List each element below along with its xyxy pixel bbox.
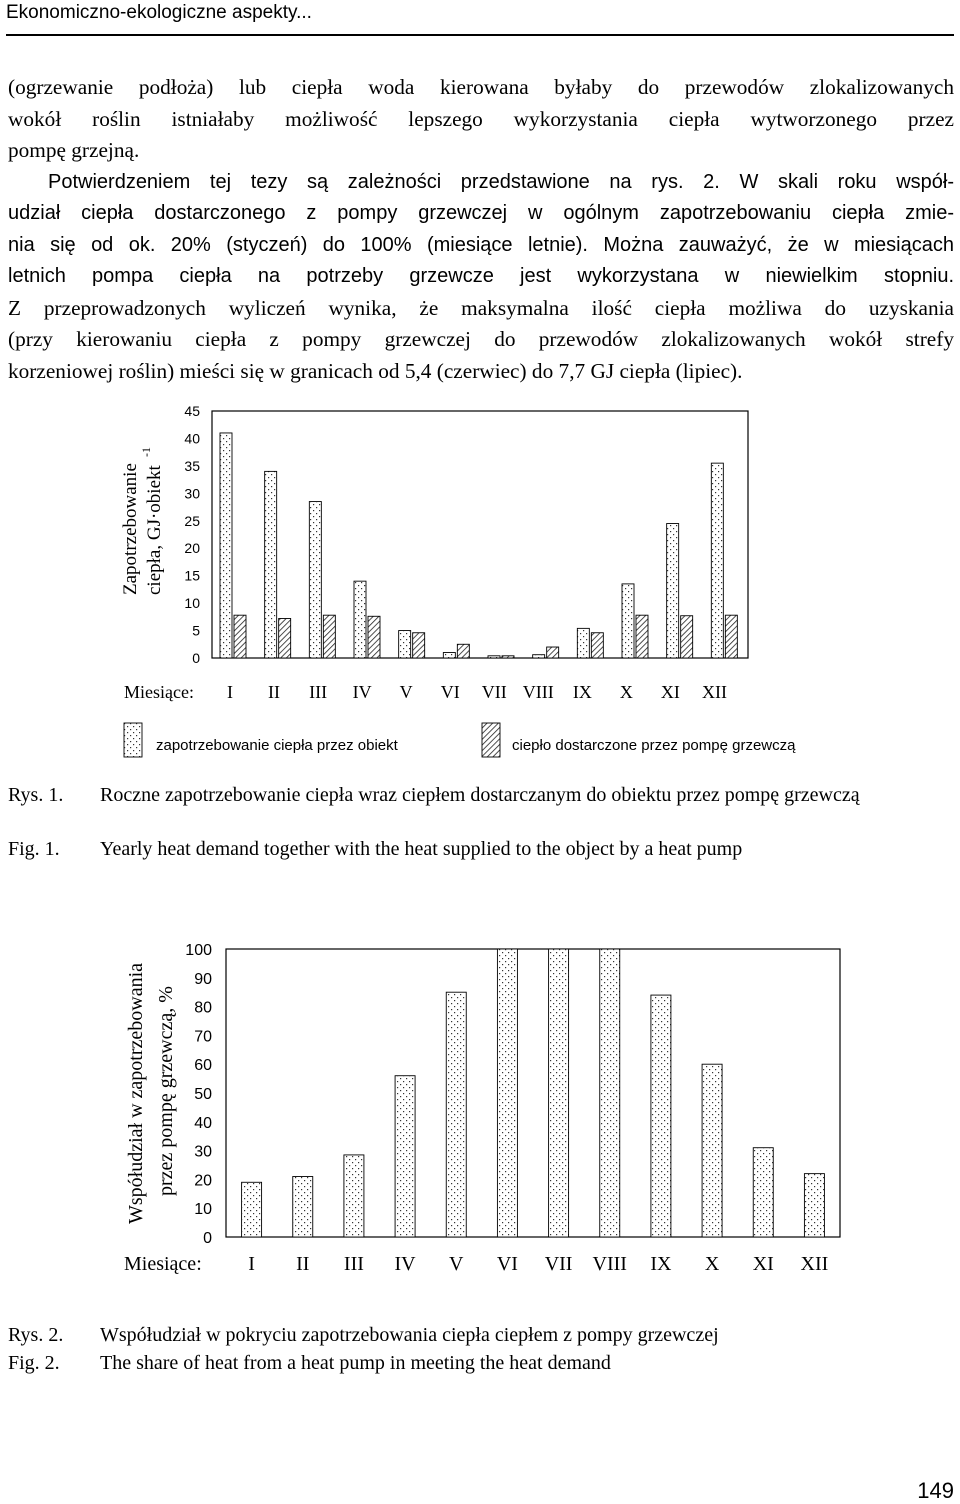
bar-pump-IX xyxy=(591,633,603,658)
y-tick-label: 45 xyxy=(184,403,200,419)
x-tick-label: V xyxy=(449,1253,464,1275)
bar-demand-II xyxy=(265,471,277,658)
bar-demand-V xyxy=(399,631,411,658)
bar-share-XI xyxy=(753,1148,773,1237)
y-tick-label: 100 xyxy=(185,942,212,959)
bar-pump-XI xyxy=(681,616,693,658)
x-tick-label: IV xyxy=(394,1253,416,1275)
x-axis-label: Miesiące: xyxy=(124,1253,202,1275)
y-axis-label-line1: Współudział w zapotrzebowania xyxy=(125,962,147,1224)
figure-1-caption-en xyxy=(8,836,954,862)
y-tick-label: 70 xyxy=(194,1028,212,1046)
x-tick-label: XII xyxy=(701,682,727,702)
figure-1-chart xyxy=(0,395,960,775)
y-axis-label-line2: przez pompę grzewczą, % xyxy=(155,986,177,1196)
y-tick-label: 5 xyxy=(192,622,200,639)
x-tick-label: XI xyxy=(752,1253,774,1275)
y-tick-label: 40 xyxy=(184,430,200,447)
running-title: Ekonomiczno-ekologiczne aspekty... xyxy=(6,2,312,23)
bar-share-I xyxy=(242,1182,262,1237)
y-tick-label: 80 xyxy=(194,999,212,1017)
bar-pump-XII xyxy=(725,615,737,658)
legend-label-pump: ciepło dostarczone przez pompę grzewczą xyxy=(512,737,796,754)
bar-share-IV xyxy=(395,1076,415,1237)
bar-pump-VI xyxy=(457,644,469,658)
y-tick-label: 15 xyxy=(184,567,200,584)
x-tick-label: V xyxy=(399,682,413,702)
bar-pump-X xyxy=(636,615,648,658)
y-tick-label: 30 xyxy=(194,1143,212,1161)
page-number: 149 xyxy=(917,1478,954,1503)
figure-2-chart xyxy=(0,912,960,1289)
paragraph-line: nia się od ok. 20% (styczeń) do 100% (miesiące letnie). Można zauważyć, że w miesiącach xyxy=(8,233,954,256)
bar-share-III xyxy=(344,1155,364,1237)
bar-pump-VIII xyxy=(547,647,559,658)
plot-area-frame xyxy=(226,949,840,1237)
y-tick-label: 60 xyxy=(194,1057,212,1075)
bar-share-VIII xyxy=(600,949,620,1237)
x-tick-label: I xyxy=(227,682,233,702)
bar-demand-X xyxy=(622,584,634,658)
y-tick-label: 90 xyxy=(194,970,212,988)
y-tick-label: 50 xyxy=(194,1086,212,1103)
paragraph-line: pompę grzejną. xyxy=(8,138,140,162)
bar-pump-IV xyxy=(368,616,380,658)
paragraph-line: wokół roślin istniałaby możliwość lepszego wykorzystania ciepła wytworzonego przez xyxy=(8,106,954,131)
figure-2-caption-pl xyxy=(8,1322,954,1348)
bar-share-II xyxy=(293,1177,313,1237)
x-tick-label: IX xyxy=(572,682,592,702)
y-tick-label: 30 xyxy=(184,485,200,502)
x-tick-label: IV xyxy=(352,682,372,702)
caption-text: Współudział w pokryciu zapotrzebowania ciepła ciepłem z pompy grzewczej xyxy=(100,1324,719,1346)
bar-demand-IX xyxy=(577,628,589,658)
x-tick-label: II xyxy=(268,682,281,702)
caption-text: Yearly heat demand together with the heat supplied to the object by a heat pump xyxy=(100,838,743,860)
bar-share-X xyxy=(702,1064,722,1237)
y-tick-label: 35 xyxy=(184,457,200,474)
x-tick-label: VII xyxy=(544,1253,573,1275)
figure-1-caption-pl xyxy=(8,782,954,834)
x-tick-label: I xyxy=(248,1253,255,1275)
caption-label: Fig. 2. xyxy=(8,1352,60,1374)
bar-pump-II xyxy=(279,618,291,658)
x-tick-label: X xyxy=(704,1253,720,1275)
figure-2-caption-en xyxy=(8,1350,954,1376)
demand-bar-chart xyxy=(0,395,960,770)
body-paragraph xyxy=(8,72,954,387)
x-tick-label: VIII xyxy=(522,682,554,702)
x-tick-label: III xyxy=(309,682,328,702)
bar-demand-XI xyxy=(667,524,679,658)
y-tick-label: 0 xyxy=(192,650,200,666)
share-bar-chart xyxy=(0,912,960,1284)
x-tick-label: III xyxy=(343,1253,364,1275)
bar-share-VI xyxy=(497,949,517,1237)
y-tick-label: 10 xyxy=(194,1201,212,1219)
bar-demand-III xyxy=(309,502,321,658)
legend-swatch-demand xyxy=(124,723,142,757)
y-tick-label: 10 xyxy=(184,595,200,612)
y-axis-label-line2: ciepła, GJ·obiekt xyxy=(144,465,165,595)
bar-demand-VII xyxy=(488,656,500,658)
paragraph-line: Potwierdzeniem tej tezy są zależności przedstawione na rys. 2. W skali roku współ- xyxy=(48,170,954,193)
caption-label: Rys. 1. xyxy=(8,784,64,806)
x-tick-label: VII xyxy=(481,682,507,702)
x-tick-label: VI xyxy=(440,682,460,702)
running-header xyxy=(6,0,954,36)
bar-demand-IV xyxy=(354,581,366,658)
bar-demand-VIII xyxy=(533,655,545,658)
legend-label-demand: zapotrzebowanie ciepła przez obiekt xyxy=(156,737,398,754)
bar-demand-I xyxy=(220,433,232,658)
caption-text: The share of heat from a heat pump in meeting the heat demand xyxy=(100,1352,611,1374)
bar-share-VII xyxy=(549,949,569,1237)
x-tick-label: XI xyxy=(660,682,680,702)
paragraph-line: (przy kierowaniu ciepła z pompy grzewczej do przewodów zlokalizowanych wokół strefy xyxy=(8,327,954,351)
y-tick-label: 25 xyxy=(184,512,200,529)
bar-pump-I xyxy=(234,615,246,658)
bar-share-V xyxy=(446,992,466,1237)
x-tick-label: II xyxy=(296,1253,310,1275)
y-tick-label: 40 xyxy=(194,1114,212,1132)
y-tick-label: 20 xyxy=(184,540,200,557)
caption-label: Fig. 1. xyxy=(8,838,60,860)
caption-label: Rys. 2. xyxy=(8,1324,64,1346)
paragraph-line: letnich pompa ciepła na potrzeby grzewcze jest wykorzystana w niewielkim stopniu. xyxy=(8,265,954,287)
bar-share-XII xyxy=(804,1174,824,1237)
x-tick-label: VI xyxy=(496,1253,518,1275)
bar-demand-XII xyxy=(711,463,723,658)
x-axis-label: Miesiące: xyxy=(124,682,194,702)
bar-pump-III xyxy=(323,615,335,658)
paragraph-line: udział ciepła dostarczonego z pompy grzewczej w ogólnym zapotrzebowaniu ciepła zmie- xyxy=(8,202,954,224)
x-tick-label: X xyxy=(619,682,633,702)
y-axis-label-sup: -1 xyxy=(139,447,153,457)
bar-share-IX xyxy=(651,995,671,1237)
y-axis-label-line1: Zapotrzebowanie xyxy=(120,463,141,595)
caption-text: Roczne zapotrzebowanie ciepła wraz ciepłem dostarczanym do obiektu przez pompę grzewczą xyxy=(100,784,860,806)
x-tick-label: XII xyxy=(800,1253,829,1275)
x-tick-label: VIII xyxy=(592,1253,627,1275)
bar-pump-VII xyxy=(502,656,514,658)
bar-demand-VI xyxy=(443,653,455,658)
y-tick-label: 0 xyxy=(203,1230,212,1247)
paragraph-line: korzeniowej roślin) mieści się w granicach od 5,4 (czerwiec) do 7,7 GJ ciepła (lipiec). xyxy=(8,358,743,383)
y-tick-label: 20 xyxy=(194,1172,212,1190)
paragraph-line: Z przeprowadzonych wyliczeń wynika, że maksymalna ilość ciepła możliwa do uzyskania xyxy=(8,295,954,320)
bar-pump-V xyxy=(413,633,425,658)
paragraph-line: (ogrzewanie podłoża) lub ciepła woda kierowana byłaby do przewodów zlokalizowanych xyxy=(8,75,954,99)
x-tick-label: IX xyxy=(650,1253,672,1275)
legend-swatch-pump xyxy=(482,723,500,757)
